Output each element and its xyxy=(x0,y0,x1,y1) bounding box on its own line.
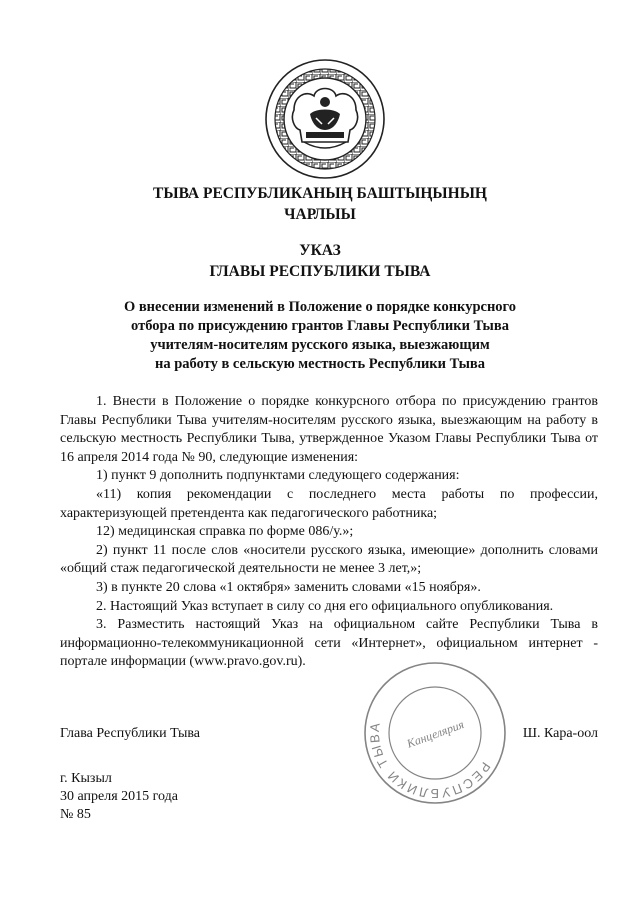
signatory-position: Глава Республики Тыва xyxy=(60,726,201,741)
decree-footer xyxy=(60,770,178,824)
signatory-name: Ш. Кара-оол xyxy=(522,726,598,741)
decree-title-line1: УКАЗ xyxy=(299,242,341,259)
decree-subject xyxy=(80,298,560,374)
paragraph-6: 3) в пункте 20 слова «1 октября» заменить словами «15 ноября». xyxy=(96,579,481,595)
paragraph-2: 1) пункт 9 дополнить подпунктами следующего содержания: xyxy=(96,468,460,484)
stamp-ring-text: РЕСПУБЛИКИ ТЫВА xyxy=(366,720,494,802)
issuer-title-line1: ТЫВА РЕСПУБЛИКАНЫҢ БАШТЫҢЫНЫҢ xyxy=(153,185,487,202)
footer-city: г. Кызыл xyxy=(60,771,112,786)
decree-body xyxy=(60,393,598,672)
tuva-emblem-icon xyxy=(264,58,386,180)
issuer-title-line2: ЧАРЛЫЫ xyxy=(284,206,356,223)
paragraph-1: 1. Внести в Положение о порядке конкурсного отбора по присуждению грантов Главы Республики Тыва учителям-носителям русского языка, выезжающим на работу в сельскую местность Республики Тыва, утвержденное Указом Главы Республики Тыва от 16 апреля 2014 года № 90, следующие изменения: xyxy=(60,394,598,465)
issuer-title xyxy=(60,183,580,225)
subject-line4: на работу в сельскую местность Республики Тыва xyxy=(154,356,485,372)
paragraph-7: 2. Настоящий Указ вступает в силу со дня его официального опубликования. xyxy=(96,598,554,614)
footer-number: № 85 xyxy=(60,807,91,822)
subject-line2: отбора по присуждению грантов Главы Республики Тыва xyxy=(131,318,509,334)
decree-title xyxy=(60,240,580,282)
footer-date: 30 апреля 2015 года xyxy=(60,789,178,804)
paragraph-5: 2) пункт 11 после слов «носители русского языка, имеющие» дополнить словами «общий стаж педагогической деятельности не менее 3 лет,»; xyxy=(60,542,598,577)
office-stamp xyxy=(360,658,510,808)
paragraph-3: «11) копия рекомендации с последнего места работы по профессии, характеризующей претендента как педагогического работника; xyxy=(60,486,598,521)
decree-title-line2: ГЛАВЫ РЕСПУБЛИКИ ТЫВА xyxy=(209,263,431,280)
subject-line1: О внесении изменений в Положение о порядке конкурсного xyxy=(123,299,517,315)
stamp-center-text: Канцелярия xyxy=(404,717,466,751)
subject-line3: учителям-носителям русского языка, выезжающим xyxy=(150,337,490,353)
paragraph-8: 3. Разместить настоящий Указ на официальном сайте Республики Тыва в информационно-телекоммуникационной сети «Интернет», официальном интернет - портале информации (www.pravo.gov.ru). xyxy=(60,617,598,670)
paragraph-4: 12) медицинская справка по форме 086/у.»; xyxy=(96,524,354,540)
